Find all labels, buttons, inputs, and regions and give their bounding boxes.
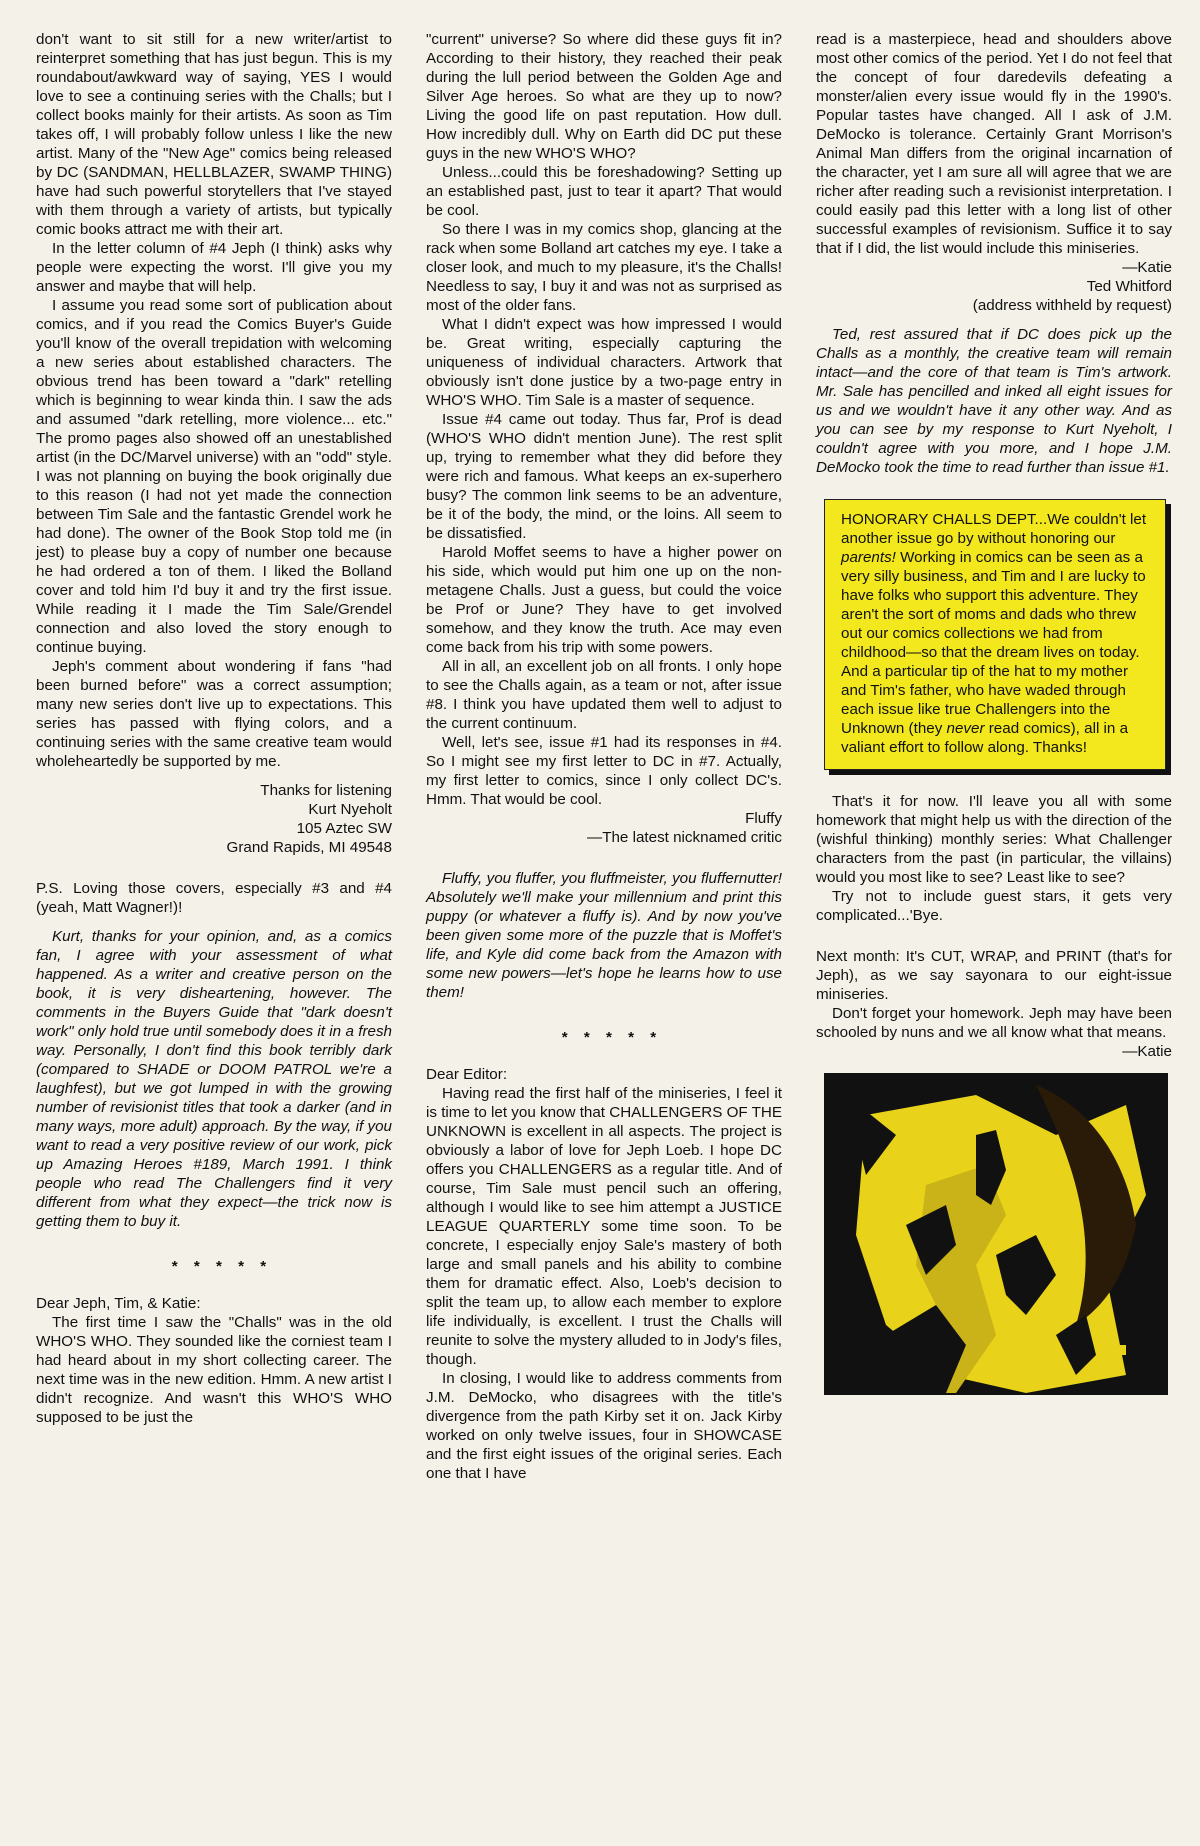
column-3 <box>816 30 1172 1846</box>
letter-salutation: Dear Editor: <box>426 1066 508 1083</box>
editor-reply: Ted, rest assured that if DC does pick up the Challs as a monthly, the creative team will remain intact—and the core of that team is Tim's artwork. Mr. Sale has pencilled and inked all eight issues for us and we wouldn't have it any other way. And as you can see by my response to Kurt Nyeholt, I couldn't agree with you more, and I hope J.M. DeMocko took the time to read further than issue #1. <box>816 326 1172 476</box>
editor-signature: —Katie <box>1122 1043 1172 1060</box>
letter-body: Well, let's see, issue #1 had its responses in #4. So I might see my first letter to DC in #7. Actually, my first letter to comics, since I only collect DC's. Hmm. That would be cool. <box>426 734 782 808</box>
letter-body: I assume you read some sort of publication about comics, and if you read the Comics Buyer's Guide you'll know of the overall trepidation with welcoming a new series about established characters. The obvious trend has been toward a "dark" retelling which is beginning to wear kinda thin. I saw the ads and assumed "dark retelling, more violence... etc." The promo pages also showed off an unestablished artist (in the DC/Marvel universe) with an "odd" style. I was not planning on buying the book originally due to this reason (I had not yet made the connection between Tim Sale and the fantastic Grendel work he had done). The owner of the Book Stop told me (in jest) to please buy a copy of number one because he had ordered a ton of them. I liked the Bolland cover and told him I'd buy it and try the first issue. While reading it I made the Tim Sale/Grendel connection and also loved the story enough to continue buying. <box>36 297 392 656</box>
letter-body: All in all, an excellent job on all fronts. I only hope to see the Challs again, as a team or not, after issue #8. I think you have updated them well to adjust to the current continuum. <box>426 658 782 732</box>
closing-text: That's it for now. I'll leave you all with some homework that might help us with the direction of the (wishful thinking) monthly series: What Challenger characters from the past (in particular, the villains) would you most like to see? Least like to see? <box>816 793 1172 886</box>
letter-address: 105 Aztec SW <box>296 820 392 837</box>
closing-text: Don't forget your homework. Jeph may have been schooled by nuns and we all know what that means. <box>816 1005 1172 1041</box>
letter-body: So there I was in my comics shop, glancing at the rack when some Bolland art catches my eye. I take a closer look, and much to my pleasure, it's the Challs! Needless to say, I buy it and was not as surprised as most of the older fans. <box>426 221 782 314</box>
honorary-challs-box <box>824 499 1166 770</box>
letter-city: Grand Rapids, MI 49548 <box>226 839 392 856</box>
letter-body: Unless...could this be foreshadowing? Setting up an established past, just to tear it apart? That would be cool. <box>426 164 782 219</box>
editor-reply: Kurt, thanks for your opinion, and, as a comics fan, I agree with your assessment of what happened. As a writer and creative person on the book, it is very disheartening, however. The comments in the Buyers Guide that "dark doesn't work" only hold true until somebody does it in a fresh way. Personally, I don't find this book terribly dark (compared to SHADE or DOOM PATROL we're a laughfest), but we got lumped in with the growing number of revisionist titles that took a darker (and in many ways, more adult) approach. By the way, if you want to read a very positive review of our work, pick up Amazing Heroes #189, March 1991. I think people who read The Challengers find it very different from what they expect—the trick now is getting them to buy it. <box>36 928 392 1230</box>
section-divider: * * * * * <box>561 1029 663 1046</box>
letter-signoff: Thanks for listening <box>260 782 392 799</box>
column-1 <box>36 30 392 1846</box>
letter-body: don't want to sit still for a new writer/artist to reinterpret something that has just begun. This is my roundabout/awkward way of saying, YES I would love to see a continuing series with the Challs; but I collect books mainly for their artists. As soon as Tim takes off, I will probably follow unless I like the new artist. Many of the "New Age" comics being released by DC (SANDMAN, HELLBLAZER, SWAMP THING) have had such powerful storytellers that I've stayed with them through a variety of artists, but typically comic books attract me with their art. <box>36 31 392 238</box>
letter-body: What I didn't expect was how impressed I would be. Great writing, especially capturing the uniqueness of individual characters. Artwork that obviously isn't done justice by a two-page entry in WHO'S WHO. Tim Sale is a master of sequence. <box>426 316 782 409</box>
letter-author-tagline: —The latest nicknamed critic <box>587 829 782 846</box>
box-text: Working in comics can be seen as a very silly business, and Tim and I are lucky to have folks who support this adventure. They aren't the sort of moms and dads who threw out our comics collections we had from childhood—so that the dream lives on today. And a particular tip of the hat to my mother and Tim's father, who have waded through each issue like true Challengers into the Unknown (they <box>841 549 1146 737</box>
letter-author: Kurt Nyeholt <box>308 801 392 818</box>
box-text: read comics), all in a valiant effort to follow along. Thanks! <box>841 720 1129 756</box>
section-divider: * * * * * <box>171 1258 273 1275</box>
box-text-emphasis: never <box>946 720 985 737</box>
letter-author: Fluffy <box>745 810 782 827</box>
box-text-emphasis: parents! <box>841 549 896 566</box>
letter-signoff: —Katie <box>1122 259 1172 276</box>
letter-address: (address withheld by request) <box>972 297 1172 314</box>
letter-body: The first time I saw the "Challs" was in the old WHO'S WHO. They sounded like the corniest team I had heard about in my short collecting career. The next time was in the new edition. Hmm. A new artist I didn't recognize. And wasn't this WHO'S WHO supposed to be just the <box>36 1314 392 1426</box>
letter-salutation: Dear Jeph, Tim, & Katie: <box>36 1295 201 1312</box>
letter-body: Harold Moffet seems to have a higher power on his side, which would put him one up on the non-metagene Challs. Just a guess, but could the voice be Prof or June? They have to get involved somehow, and they know the truth. Ace may even come back from his trip with some powers. <box>426 544 782 656</box>
column-2 <box>426 30 782 1846</box>
box-text: HONORARY CHALLS DEPT...We couldn't let another issue go by without honoring our <box>841 511 1147 547</box>
closing-text: Try not to include guest stars, it gets very complicated...'Bye. <box>816 888 1172 924</box>
letter-body: "current" universe? So where did these guys fit in? According to their history, they reached their peak during the lull period between the Golden Age and Silver Age heroes. So what are they up to now? Living the good life on past reputation. How dull. How incredibly dull. Why on Earth did DC put these guys in the new WHO'S WHO? <box>426 31 782 162</box>
next-month-text: Next month: It's CUT, WRAP, and PRINT (that's for Jeph), as we say sayonara to our eight-issue miniseries. <box>816 948 1172 1003</box>
letter-author: Ted Whitford <box>1086 278 1172 295</box>
letter-body: Having read the first half of the miniseries, I feel it is time to let you know that CHALLENGERS OF THE UNKNOWN is excellent in all aspects. The project is obviously a labor of love for Jeph Loeb. I hope DC offers you CHALLENGERS as a regular title. And of course, Tim Sale must pencil such an offering, although I would like to see him attempt a JUSTICE LEAGUE QUARTERLY some time soon. To be concrete, I especially enjoy Sale's mastery of both large and small panels and his ability to combine them for dramatic effect. Also, Loeb's decision to split the team up, to allow each member to explore life individually, is excellent. I trust the Challs will reunite to solve the mystery alluded to in Jody's files, though. <box>426 1085 782 1368</box>
letter-body: Jeph's comment about wondering if fans "had been burned before" was a correct assumption; many new series don't live up to expectations. This series has passed with flying colors, and a continuing series with the same creative team would wholeheartedly be supported by me. <box>36 658 392 770</box>
letter-body: Issue #4 came out today. Thus far, Prof is dead (WHO'S WHO didn't mention June). The rest split up, trying to remember what they did before they were rich and famous. What keeps an ex-superhero busy? The common link seems to be an adventure, be it of the body, the mind, or the loins. All seem to be dissatisfied. <box>426 411 782 542</box>
comic-illustration <box>824 1073 1168 1395</box>
illustration-artwork <box>826 1075 1166 1393</box>
letter-body: In the letter column of #4 Jeph (I think) asks why people were expecting the worst. I'll give you my answer and maybe that will help. <box>36 240 392 295</box>
letter-body: In closing, I would like to address comments from J.M. DeMocko, who disagrees with the title's divergence from the path Kirby set it on. Jack Kirby worked on only twelve issues, four in SHOWCASE and the first eight issues of the original series. Each one that I have <box>426 1370 782 1482</box>
letter-postscript: P.S. Loving those covers, especially #3 and #4 (yeah, Matt Wagner!)! <box>36 880 392 916</box>
letter-body: read is a masterpiece, head and shoulders above most other comics of the period. Yet I do not feel that the concept of four daredevils defeating a monster/alien every issue would fly in the 1990's. Popular tastes have changed. All I ask of J.M. DeMocko is tolerance. Certainly Grant Morrison's Animal Man differs from the original incarnation of the character, yet I am sure all will agree that we are richer after reading such a revisionist interpretation. I could easily pad this letter with a long list of other successful examples of revisionism. Suffice it to say that if I did, the list would include this miniseries. <box>816 31 1172 257</box>
editor-reply: Fluffy, you fluffer, you fluffmeister, you fluffernutter! Absolutely we'll make your millennium and print this puppy (or whatever a fluffy is). And by now you've been given some more of the puzzle that is Moffet's life, and Kyle did come back from the Amazon with some new powers—let's hope he learns how to use them! <box>426 870 782 1001</box>
